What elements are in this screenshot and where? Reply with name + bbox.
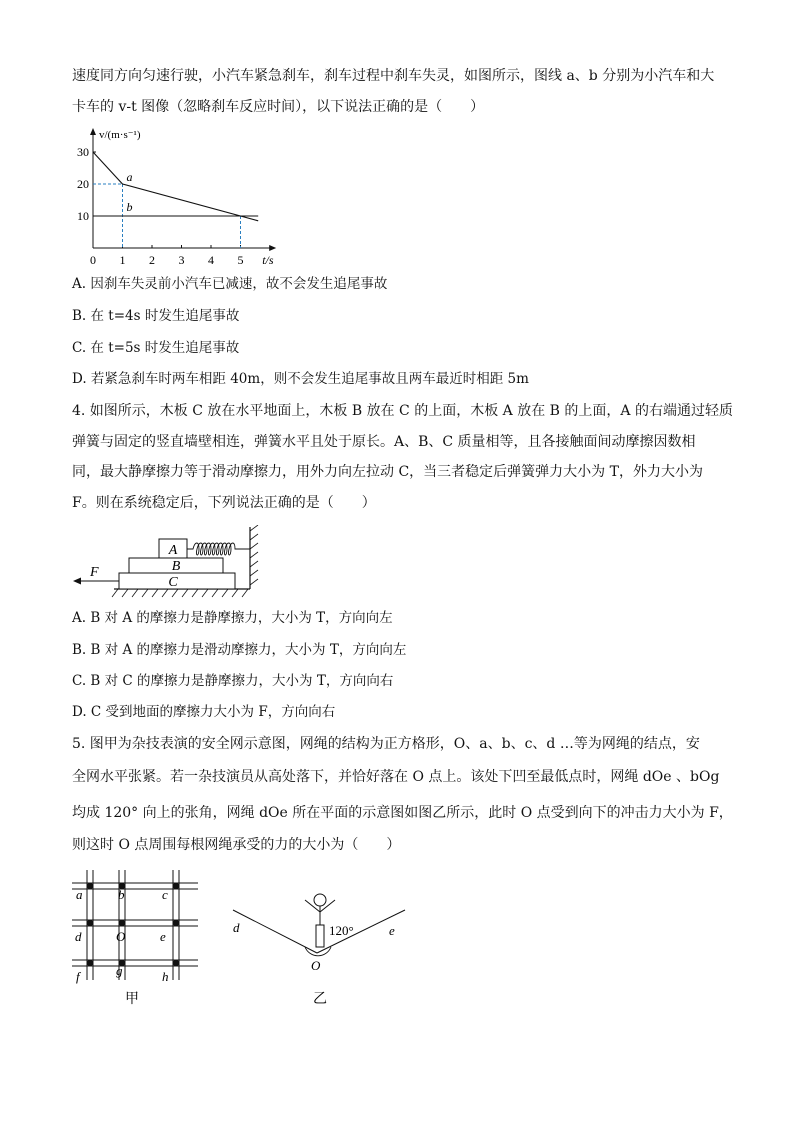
q3-stem-line-2: 卡车的 v-t 图像（忽略刹车反应时间），以下说法正确的是（ ） [72, 99, 485, 115]
node-b: b [118, 887, 125, 902]
blocks-figure [72, 525, 262, 600]
node-a: a [76, 887, 83, 902]
x-tick-label: 1 [119, 253, 126, 266]
rope-do [233, 910, 317, 953]
x-tick-label: 5 [237, 253, 244, 266]
q3-stem-line-1: 速度同方向匀速行驶，小汽车紧急刹车，刹车过程中刹车失灵，如图所示，图线 a、b 分别为小汽车和大 [72, 68, 715, 84]
x-axis-label: t/s [262, 253, 274, 266]
y-tick-label: 10 [77, 209, 89, 223]
q4-option-d: D. C 受到地面的摩擦力大小为 F，方向向右 [72, 704, 336, 720]
label-f: F [90, 565, 99, 580]
q4-option-b: B. B 对 A 的摩擦力是滑动摩擦力，大小为 T，方向向左 [72, 642, 407, 658]
acrobat-legs [316, 925, 324, 947]
vt-chart [70, 126, 280, 266]
node-h: h [162, 969, 169, 984]
node-e: e [160, 929, 166, 944]
q4-stem-line-3: 同，最大静摩擦力等于滑动摩擦力，用外力向左拉动 C，当三者稳定后弹簧弹力大小为 T，外力大小为 [72, 464, 703, 480]
ground-hatch [112, 589, 248, 597]
caption-yi: 乙 [313, 992, 327, 1007]
x-tick-label: 3 [178, 253, 185, 266]
y-axis-label: v/(m·s⁻¹) [99, 129, 141, 141]
label-b: B [171, 559, 181, 574]
q3-option-a: A. 因刹车失灵前小汽车已减速，故不会发生追尾事故 [72, 276, 388, 292]
y-axis-arrow [90, 128, 96, 135]
label-e: e [389, 923, 395, 938]
node-o: O [116, 929, 126, 944]
q4-stem-line-4: F。则在系统稳定后，下列说法正确的是（ ） [72, 495, 376, 511]
net-v-figure [225, 880, 415, 1008]
label-o: O [311, 958, 321, 973]
series-label-a: a [126, 170, 133, 184]
node-g: g [116, 963, 123, 978]
series-line-a [93, 152, 258, 221]
label-a: A [168, 543, 178, 558]
q5-stem-line-1: 5. 图甲为杂技表演的安全网示意图，网绳的结构为正方格形，O、a、b、c、d …等为网绳的结点，安 [72, 736, 700, 752]
caption-jia: 甲 [125, 992, 139, 1007]
q5-stem-line-4: 则这时 O 点周围每根网绳承受的力的大小为（ ） [72, 837, 401, 853]
q5-stem-line-2: 全网水平张紧。若一杂技演员从高处落下，并恰好落在 O 点上。该处下凹至最低点时，网绳 dOe 、bOg [72, 769, 720, 785]
node-c: c [162, 887, 168, 902]
y-tick-label: 20 [77, 177, 89, 191]
net-grid-figure [70, 868, 200, 1008]
force-arrow-head [73, 578, 81, 585]
spring [187, 543, 250, 555]
y-tick-label: 30 [77, 145, 89, 159]
q4-stem-line-1: 4. 如图所示，木板 C 放在水平地面上，木板 B 放在 C 的上面，木板 A 放在 B 的上面，A 的右端通过轻质 [72, 403, 733, 419]
q3-option-c: C. 在 t=5s 时发生追尾事故 [72, 340, 240, 356]
series-label-b: b [126, 200, 133, 214]
angle-label: 120° [329, 923, 354, 938]
q3-option-d: D. 若紧急刹车时两车相距 40m，则不会发生追尾事故且两车最近时相距 5m [72, 371, 529, 387]
node-d: d [75, 929, 82, 944]
q4-stem-line-2: 弹簧与固定的竖直墙壁相连，弹簧水平且处于原长。A、B、C 质量相等，且各接触面间动摩擦因数相 [72, 434, 696, 450]
x-tick-label: 4 [208, 253, 214, 266]
x-tick-label: 0 [90, 253, 96, 266]
q3-option-b: B. 在 t=4s 时发生追尾事故 [72, 308, 240, 324]
q4-option-c: C. B 对 C 的摩擦力是静摩擦力，大小为 T，方向向右 [72, 673, 394, 689]
acrobat-head [314, 894, 326, 906]
node-f: f [76, 969, 80, 984]
x-axis-arrow [269, 245, 276, 251]
label-d: d [233, 920, 240, 935]
wall-hatch [250, 525, 258, 585]
label-c: C [168, 575, 178, 590]
x-tick-label: 2 [149, 253, 155, 266]
q4-option-a: A. B 对 A 的摩擦力是静摩擦力，大小为 T，方向向左 [72, 610, 393, 626]
q5-stem-line-3: 均成 120° 向上的张角，网绳 dOe 所在平面的示意图如图乙所示，此时 O 点受到向下的冲击力大小为 F， [72, 805, 733, 821]
